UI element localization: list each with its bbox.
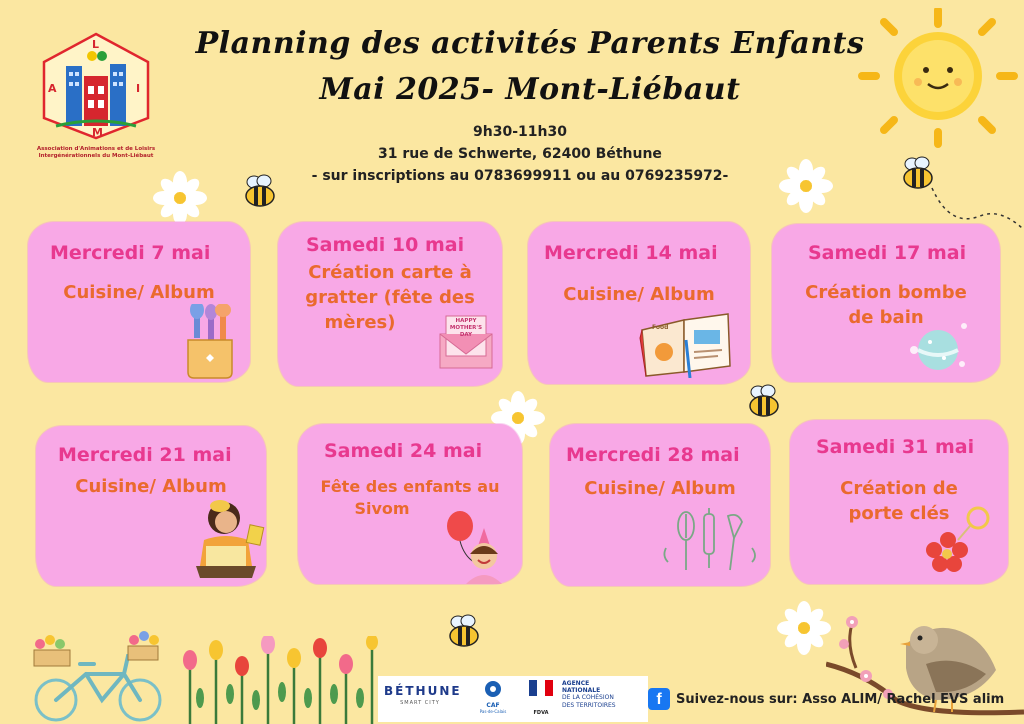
page-title-line2: Mai 2025- Mont-Liébaut	[319, 72, 741, 107]
activity-day: Mercredi 21 mai	[58, 444, 232, 466]
activity-card-5	[36, 426, 266, 586]
activity-day: Samedi 17 mai	[808, 242, 967, 264]
bicycle-icon	[24, 622, 174, 722]
card-text: DAY	[459, 332, 473, 339]
activity-day: Mercredi 7 mai	[50, 242, 211, 264]
keychain-flower-icon	[922, 504, 1004, 578]
activity-day: Samedi 24 mai	[324, 440, 483, 462]
logo-caption-line2: Intergénérationnels du Mont-Liébaut	[38, 152, 154, 159]
utensils-jar-icon	[180, 304, 244, 380]
activity-card-1	[28, 222, 250, 382]
logo-letter-a: A	[48, 82, 57, 95]
activity-day: Mercredi 28 mai	[566, 444, 740, 466]
event-address: 31 rue de Schwerte, 62400 Béthune	[378, 146, 662, 162]
activity-line: de bain	[848, 307, 924, 329]
registration-phones: - sur inscriptions au 0783699911 ou au 0769235972-	[311, 168, 729, 184]
anct-line: NATIONALE	[562, 687, 601, 695]
activity-day: Samedi 10 mai	[306, 234, 465, 256]
logo-letter-m: M	[92, 126, 103, 139]
daisy-flower-icon	[778, 158, 834, 214]
activity-line: Création bombe	[805, 282, 967, 303]
activity-line: gratter (fête des	[305, 287, 475, 309]
logo-caption-line1: Association d'Animations et de Loisirs	[36, 146, 156, 152]
anct-line: AGENCE	[562, 680, 590, 687]
marianne-flag-icon	[529, 680, 553, 696]
activity-card-3	[528, 222, 750, 384]
activity-line: Fête des enfants au	[320, 477, 500, 496]
alim-logo	[36, 30, 156, 172]
facebook-icon[interactable]: f	[648, 688, 670, 710]
bath-bomb-icon	[906, 320, 970, 374]
anct-line: DE LA COHÉSION	[562, 694, 614, 702]
bee-icon	[240, 174, 280, 210]
bee-icon	[444, 614, 484, 650]
anct-logo	[562, 680, 644, 709]
bethune-name: BÉTHUNE	[384, 684, 462, 698]
activity-card-4	[772, 224, 1000, 382]
activity-card-8	[790, 420, 1008, 584]
daisy-flower-icon	[152, 170, 208, 226]
recipe-book-icon	[638, 310, 734, 378]
activity-line: Création carte à	[308, 262, 472, 283]
activity-line: Création de	[840, 478, 958, 499]
bethune-logo	[384, 684, 462, 706]
card-text: HAPPY	[455, 318, 477, 324]
logo-letter-l: L	[92, 38, 100, 51]
daisy-flower-icon	[776, 600, 832, 656]
card-text: MOTHER'S	[449, 325, 483, 332]
caf-sub: Pas-de-Calais	[479, 709, 507, 714]
sun-icon	[856, 8, 1024, 148]
anct-line: DES TERRITOIRES	[562, 701, 616, 709]
activity-day: Mercredi 14 mai	[544, 242, 718, 264]
follow-us-text: Suivez-nous sur: Asso ALIM/ Rachel EVS alim	[676, 692, 1005, 707]
tulips-icon	[176, 636, 386, 724]
activity-line: Cuisine/ Album	[584, 478, 736, 499]
schedule-hours: 9h30-11h30	[473, 124, 567, 140]
caf-logo	[478, 680, 508, 718]
activity-line: Cuisine/ Album	[563, 284, 715, 305]
activity-line: Cuisine/ Album	[75, 476, 227, 497]
page-title-line1: Planning des activités Parents Enfants	[195, 26, 865, 61]
caf-emblem-icon	[482, 680, 504, 698]
alim-logo-mark	[36, 30, 156, 142]
bethune-tagline: SMART CITY	[400, 700, 440, 706]
activity-line: mères)	[324, 312, 396, 334]
activity-title	[528, 282, 750, 307]
activity-card-2	[278, 222, 502, 386]
party-child-icon	[440, 510, 510, 584]
mothers-day-card-icon	[438, 314, 494, 370]
logo-letter-i: I	[136, 82, 141, 95]
activity-title	[550, 476, 770, 501]
caf-label: CAF	[486, 702, 500, 709]
activity-line: Cuisine/ Album	[63, 282, 215, 303]
kitchen-tools-icon	[660, 508, 760, 574]
partner-logos	[378, 676, 648, 722]
activity-card-7	[550, 424, 770, 586]
book-label: Food	[652, 324, 669, 331]
activity-line: Sivom	[354, 499, 410, 519]
activity-day: Samedi 31 mai	[816, 436, 975, 458]
fdva-logo	[526, 680, 556, 716]
activity-card-6	[298, 424, 522, 584]
fdva-label: FDVA	[533, 710, 549, 716]
cooking-woman-icon	[186, 496, 276, 580]
activity-line: porte clés	[848, 503, 950, 525]
bee-icon	[744, 384, 784, 420]
activity-title	[28, 280, 250, 305]
